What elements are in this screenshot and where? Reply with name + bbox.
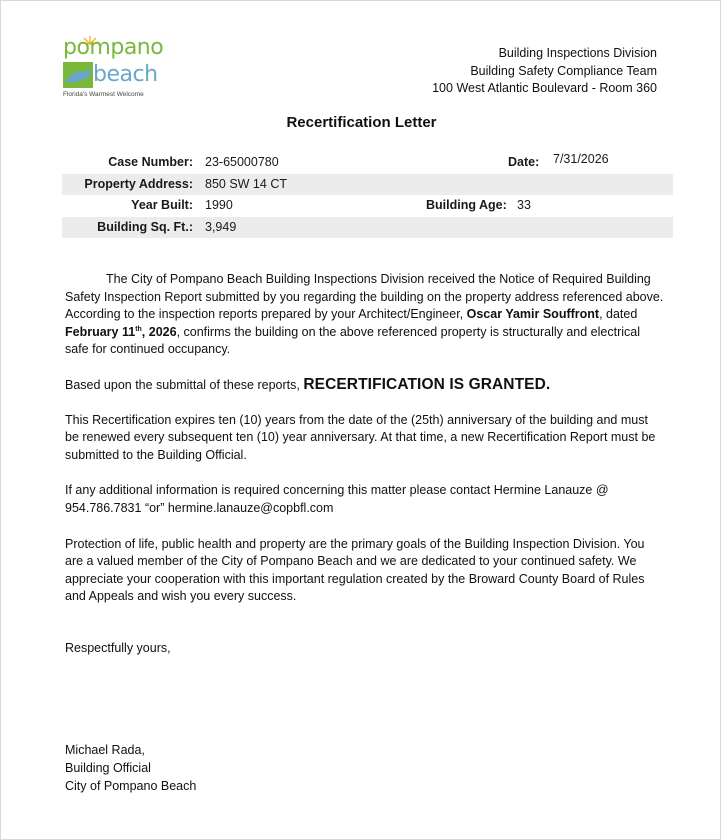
- paragraph-granted: [65, 376, 665, 395]
- property-address-value: 850 SW 14 CT: [205, 176, 287, 191]
- engineer-name: Oscar Yamir Souffront: [466, 307, 600, 322]
- signer-organization: City of Pompano Beach: [65, 778, 197, 793]
- signature-block: [65, 742, 196, 795]
- report-date: [65, 325, 177, 339]
- report-date-suffix: th: [135, 325, 142, 333]
- property-address-label: Property Address:: [84, 176, 193, 191]
- report-date-year: , 2026: [141, 324, 177, 339]
- paragraph-contact: If any additional information is required concerning this matter please contact Hermine Lanauze @ 954.786.7831 “or” hermine.lanauze@copbfl.com: [65, 483, 609, 515]
- building-sqft-value: 3,949: [205, 219, 237, 234]
- p1-text-c: , confirms the building on the above referenced property is structurally and electrical safe for continued occupancy.: [65, 324, 640, 357]
- logo-word-beach: beach: [93, 62, 158, 87]
- report-date-day: February 11: [65, 324, 136, 339]
- paragraph-inspection-report: [65, 271, 665, 359]
- year-built-label: Year Built:: [131, 198, 193, 212]
- p1-text-a: The City of Pompano Beach Building Inspections Division received the Notice of Required Building Safety Inspection Report submitted by you regarding the building on the property address referenced above. According to the inspection reports prepared by your Architect/Engineer,: [65, 272, 664, 322]
- date-label: Date:: [508, 155, 540, 169]
- date-value: 7/31/2026: [553, 152, 609, 166]
- p1-text-b: , dated: [599, 307, 638, 322]
- p2-text: Based upon the submittal of these reports,: [65, 377, 304, 392]
- address-row: [62, 174, 673, 196]
- case-row: [62, 152, 673, 174]
- letter-body: [65, 271, 665, 658]
- fish-icon: [63, 62, 93, 88]
- signer-role: Building Official: [65, 760, 151, 775]
- office-address: 100 West Atlantic Boulevard - Room 360: [432, 81, 657, 95]
- logo-tagline: Florida's Warmest Welcome: [63, 91, 144, 98]
- building-age-value: 33: [517, 198, 531, 212]
- year-row: [62, 195, 673, 217]
- case-number-value: 23-65000780: [205, 155, 279, 169]
- header-address: [432, 45, 657, 98]
- paragraph-expiration: This Recertification expires ten (10) years from the date of the (25th) anniversary of the building and must be renewed every subsequent ten (10) year anniversary. At that time, a new Recertification Report must be submitted to the Building Official.: [65, 412, 656, 462]
- case-number-label: Case Number:: [108, 155, 193, 169]
- building-age-label: Building Age:: [426, 198, 507, 212]
- letter-title: Recertification Letter: [286, 114, 437, 131]
- signer-name: Michael Rada,: [65, 743, 145, 757]
- division-name: Building Inspections Division: [498, 46, 657, 60]
- pompano-beach-logo: [63, 35, 183, 101]
- year-built-value: 1990: [205, 198, 233, 212]
- closing: Respectfully yours,: [65, 640, 171, 655]
- recertification-granted: RECERTIFICATION IS GRANTED.: [303, 375, 551, 393]
- case-info-table: [62, 152, 673, 238]
- sqft-row: [62, 217, 673, 239]
- paragraph-protection: Protection of life, public health and property are the primary goals of the Building Inspection Division. You are a valued member of the City of Pompano Beach and we are dedicated to your continued safety. We appreciate your cooperation with this important regulation created by the Broward County Board of Rules and Appeals and wish you every success.: [65, 536, 645, 604]
- building-sqft-label: Building Sq. Ft.:: [97, 219, 193, 234]
- logo-word-pompano: pompano: [63, 35, 164, 60]
- team-name: Building Safety Compliance Team: [470, 63, 657, 78]
